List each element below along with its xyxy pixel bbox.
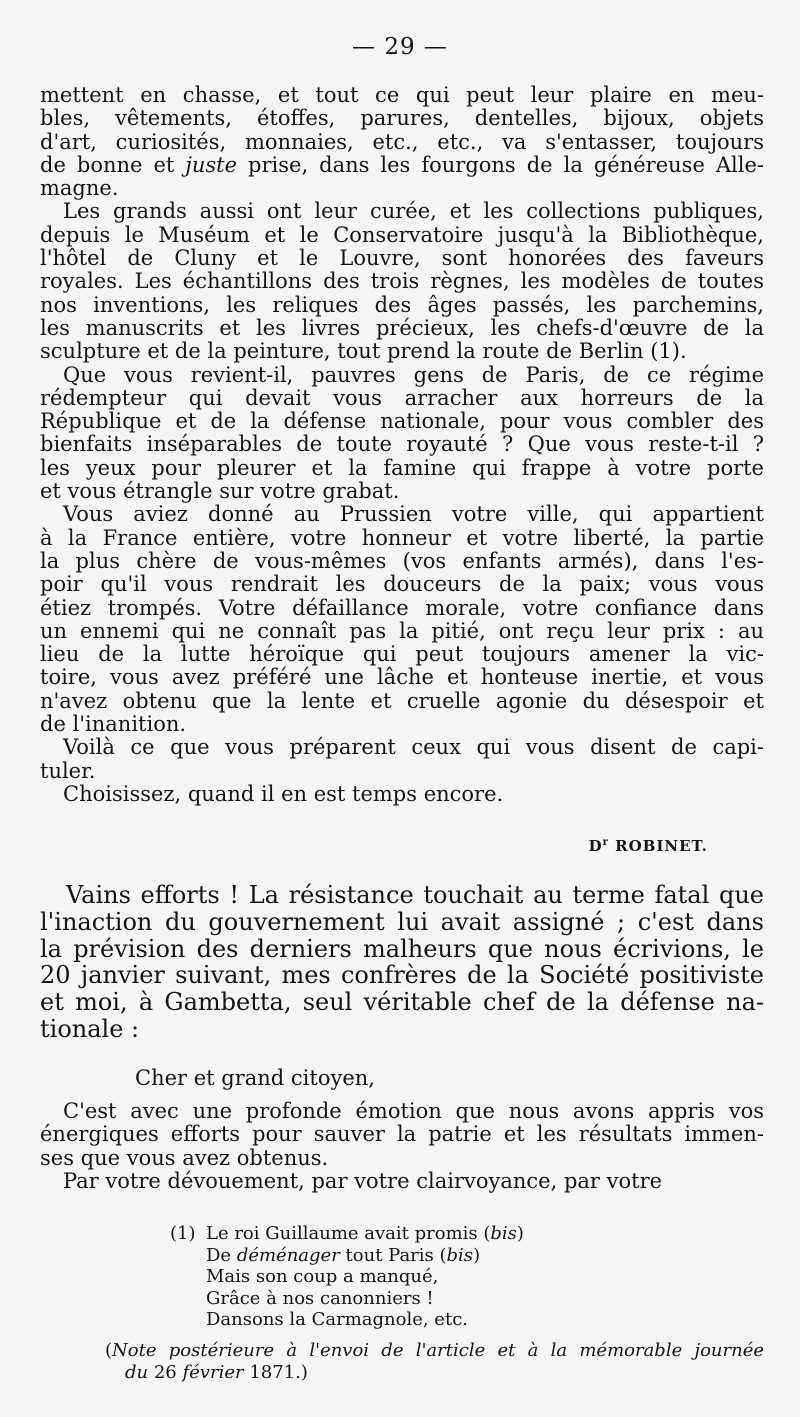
- article-line: les yeux pour pleurer et la famine qui frappe à votre porte: [40, 455, 764, 480]
- letter-text: [40, 1100, 764, 1193]
- footnote-line: Dansons la Carmagnole, etc.: [206, 1309, 468, 1330]
- article-line: tuler.: [40, 758, 96, 783]
- commentary-line: et moi, à Gambetta, seul véritable chef de la défense na-: [40, 988, 764, 1017]
- signature: [589, 837, 708, 855]
- article-line: de bonne et juste prise, dans les fourgons de la généreuse Alle-: [40, 152, 765, 177]
- article-line: poir qu'il vous rendrait les douceurs de la paix; vous vous: [40, 572, 764, 597]
- article-line: toire, vous avez préféré une lâche et honteuse inertie, et vous: [40, 665, 764, 690]
- article-line: Vous aviez donné au Prussien votre ville, qui appartient: [63, 502, 764, 527]
- article-line: magne.: [40, 176, 119, 201]
- article-line: bienfaits inséparables de toute royauté ? Que vous reste-t-il ?: [40, 432, 764, 457]
- article-line: Les grands aussi ont leur curée, et les collections publiques,: [63, 199, 764, 224]
- letter-line: Par votre dévouement, par votre clairvoyance, par votre: [63, 1168, 663, 1193]
- signature-prefix: D: [588, 837, 603, 855]
- article-line: l'hôtel de Cluny et le Louvre, sont honorées des faveurs: [40, 246, 764, 271]
- article-line: les manuscrits et les livres précieux, les chefs-d'œuvre de la: [40, 315, 764, 340]
- article-line: étiez trompés. Votre défaillance morale, votre confiance dans: [40, 595, 764, 620]
- article-text: [40, 84, 764, 806]
- article-line: rédempteur qui devait vous arracher aux horreurs de la: [40, 385, 764, 410]
- article-line: Voilà ce que vous préparent ceux qui vous disent de capi-: [63, 735, 764, 760]
- letter-line: C'est avec une profonde émotion que nous avons appris vos: [63, 1099, 764, 1123]
- article-line: nos inventions, les reliques des âges passés, les parchemins,: [40, 292, 764, 317]
- article-line: lieu de la lutte héroïque qui peut toujours amener la vic-: [40, 642, 764, 667]
- footnote-marker: (1): [170, 1223, 196, 1244]
- footnote-line: Mais son coup a manqué,: [206, 1266, 439, 1287]
- article-line: et vous étrangle sur votre grabat.: [40, 479, 400, 504]
- commentary-line: la prévision des derniers malheurs que nous écrivions, le: [40, 934, 764, 963]
- commentary-line: l'inaction du gouvernement lui avait assigné ; c'est dans: [40, 907, 764, 936]
- article-line: à la France entière, votre honneur et votre liberté, la partie: [40, 525, 764, 550]
- note-line: du 26 février 1871.): [125, 1361, 308, 1383]
- letter-line: énergiques efforts pour sauver la patrie et les résultats immen-: [40, 1122, 764, 1147]
- article-line: n'avez obtenu que la lente et cruelle agonie du désespoir et: [40, 688, 764, 713]
- commentary-line: 20 janvier suivant, mes confrères de la Société positiviste: [40, 961, 764, 990]
- commentary-text: [40, 882, 764, 1043]
- article-line: Choisissez, quand il en est temps encore.: [63, 781, 504, 806]
- article-line: d'art, curiosités, monnaies, etc., etc., va s'entasser, toujours: [40, 129, 764, 154]
- article-line: bles, vêtements, étoffes, parures, dentelles, bijoux, objets: [40, 106, 764, 131]
- footnote-note: [105, 1340, 764, 1383]
- note-line: (Note postérieure à l'envoi de l'article et à la mémorable journée: [105, 1340, 764, 1361]
- article-line: la plus chère de vous-mêmes (vos enfants armés), dans l'es-: [40, 548, 764, 573]
- article-line: République et de la défense nationale, pour vous combler des: [40, 409, 764, 434]
- footnote-line: Grâce à nos canonniers !: [206, 1287, 434, 1309]
- footnote: [170, 1223, 524, 1331]
- footnote-line: De déménager tout Paris (bis): [206, 1244, 481, 1266]
- footnote-line: (1) Le roi Guillaume avait promis (bis): [170, 1223, 524, 1244]
- article-line: de l'inanition.: [40, 712, 187, 737]
- page-number: — 29 —: [352, 34, 448, 60]
- commentary-line: tionale :: [40, 1014, 140, 1043]
- letter-salutation: Cher et grand citoyen,: [135, 1066, 375, 1090]
- article-line: Que vous revient-il, pauvres gens de Paris, de ce régime: [63, 362, 764, 387]
- article-line: depuis le Muséum et le Conservatoire jusqu'à la Bibliothèque,: [40, 222, 764, 247]
- signature-superscript: r: [602, 837, 609, 848]
- letter-line: ses que vous avez obtenus.: [40, 1145, 329, 1170]
- signature-name: ROBINET.: [608, 837, 708, 855]
- article-line: royales. Les échantillons des trois règnes, les modèles de toutes: [40, 269, 764, 294]
- article-line: un ennemi qui ne connaît pas la pitié, ont reçu leur prix : au: [40, 618, 764, 643]
- article-line: mettent en chasse, et tout ce qui peut leur plaire en meu-: [40, 83, 764, 107]
- article-line: sculpture et de la peinture, tout prend la route de Berlin (1).: [40, 339, 687, 364]
- commentary-line: Vains efforts ! La résistance touchait au terme fatal que: [66, 881, 764, 909]
